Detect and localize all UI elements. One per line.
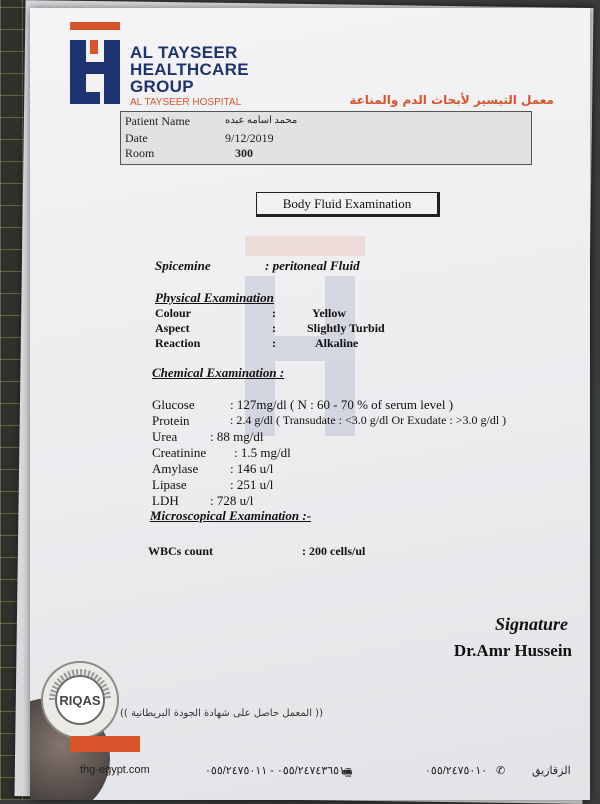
chemical-value: : 2.4 g/dl ( Transudate : <3.0 g/dl Or Exudate : >3.0 g/dl ) bbox=[230, 413, 507, 427]
wbc-count-value: : 200 cells/ul bbox=[302, 544, 366, 558]
date-value: 9/12/2019 bbox=[225, 131, 274, 145]
wbc-count-label: WBCs count bbox=[148, 544, 214, 558]
chemical-value: : 88 mg/dl bbox=[210, 429, 264, 444]
hospital-logo bbox=[70, 22, 126, 104]
chemical-value: : 146 u/l bbox=[230, 461, 274, 476]
chemical-label: Protein bbox=[152, 413, 190, 428]
chemical-value: : 251 u/l bbox=[230, 477, 274, 492]
footer-accent-bar bbox=[70, 736, 140, 752]
chemical-label: Glucose bbox=[152, 397, 195, 412]
specimen-value: : peritoneal Fluid bbox=[265, 258, 360, 273]
phone-number: ٠٥٥/٢٤٧٥٠١٠ bbox=[425, 765, 488, 777]
physical-colon: : bbox=[272, 306, 276, 320]
chemical-value: : 127mg/dl ( N : 60 - 70 % of serum level ) bbox=[230, 397, 454, 412]
patient-name-value: محمد اسامه عبده bbox=[225, 115, 298, 126]
fax-numbers: ٠٥٥/٢٤٧٤٣٦٥١ - ٠٥٥/٢٤٧٥٠١١ bbox=[205, 765, 345, 777]
physical-value: Yellow bbox=[312, 306, 346, 320]
chemical-value: : 728 u/l bbox=[210, 493, 254, 508]
patient-name-label: Patient Name bbox=[125, 114, 190, 128]
physical-value: Alkaline bbox=[315, 336, 359, 350]
org-name-line1: AL TAYSEER bbox=[130, 43, 238, 62]
room-label: Room bbox=[125, 146, 155, 160]
chemical-label: Urea bbox=[152, 429, 178, 444]
chemical-value: : 1.5 mg/dl bbox=[234, 445, 291, 460]
physical-label: Colour bbox=[155, 306, 191, 320]
city-name: الزقازيق bbox=[532, 765, 571, 777]
chemical-label: LDH bbox=[152, 493, 179, 508]
physical-label: Reaction bbox=[155, 336, 201, 350]
report-title: Body Fluid Examination bbox=[256, 192, 440, 217]
physical-label: Aspect bbox=[155, 321, 190, 335]
room-value: 300 bbox=[235, 146, 253, 160]
org-name-line3: GROUP bbox=[130, 77, 194, 96]
microscopic-exam-heading: Microscopical Examination :- bbox=[150, 508, 312, 523]
chemical-label: Creatinine bbox=[152, 445, 207, 460]
website-text: thg-egypt.com bbox=[80, 764, 150, 776]
footer bbox=[30, 754, 590, 790]
riqas-seal bbox=[40, 660, 120, 740]
hospital-name bbox=[130, 44, 249, 108]
physical-exam-heading: Physical Examination bbox=[155, 290, 274, 305]
org-subtitle: AL TAYSEER HOSPITAL bbox=[130, 97, 242, 108]
phone-icon: ✆ bbox=[496, 765, 506, 777]
physical-value: Slightly Turbid bbox=[307, 321, 385, 335]
signature-label: Signature bbox=[494, 614, 568, 634]
patient-info-box bbox=[120, 111, 532, 165]
chemical-exam-heading: Chemical Examination : bbox=[152, 365, 285, 380]
org-name-line2: HEALTHCARE bbox=[130, 60, 249, 79]
arabic-certification-note: (( المعمل حاصل على شهادة الجودة البريطانية )) bbox=[120, 708, 323, 719]
doctor-name: Dr.Amr Hussein bbox=[453, 641, 572, 660]
chemical-label: Lipase bbox=[152, 477, 187, 492]
lab-report-page bbox=[30, 8, 590, 800]
chemical-label: Amylase bbox=[152, 461, 199, 476]
arabic-lab-name: معمل التيسير لأبحاث الدم والمناعة bbox=[349, 93, 554, 107]
date-label: Date bbox=[125, 131, 148, 145]
physical-colon: : bbox=[272, 321, 276, 335]
riqas-badge-text: RIQAS bbox=[59, 693, 101, 708]
physical-colon: : bbox=[272, 336, 276, 350]
fax-icon: 🖷 bbox=[342, 767, 353, 779]
specimen-label: Spicemine bbox=[155, 258, 211, 273]
